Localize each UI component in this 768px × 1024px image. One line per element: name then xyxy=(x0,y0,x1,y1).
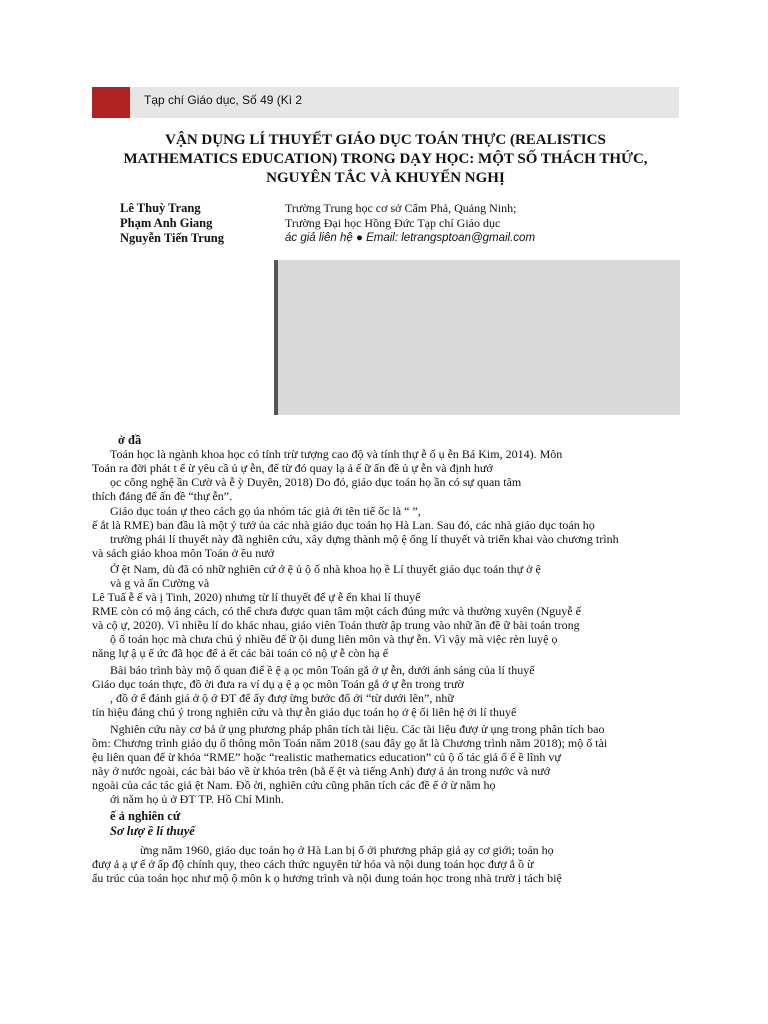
text-line: và cộ ự, 2020). Vì nhiều lí do khác nhau, giáo viên Toán thườ ập trung vào nhữ ần đề ữ bài toán trong xyxy=(92,618,580,632)
text-line: Toán ra đời phát t ể ừ yêu cầ ủ ự ễn, để từ đó quay lạ ả ế ữ ấn đề ủ ự ễn và định hướ xyxy=(92,461,493,475)
text-line: ừng năm 1960, giáo dục toán họ ở Hà Lan bị ố ởi phương pháp giả ạy cơ giới; toán họ xyxy=(140,843,554,857)
author-name: Lê Thuỳ Trang xyxy=(120,201,201,215)
author-list xyxy=(120,201,224,246)
corresponding-email: ác giả liên hệ ● Email: letrangsptoan@gmail.com xyxy=(285,232,536,244)
article-title xyxy=(92,131,679,188)
text-line: tín hiệu đáng chú ý trong nghiên cứu và thự ễn giáo dục toán họ ở ệ ối liên hệ ới lí thuyế xyxy=(92,705,517,719)
text-line: RME còn có mộ ảng cách, có thể chưa được quan tâm một cách đúng mức và thường xuyên (Nguyễ ế xyxy=(92,604,581,618)
text-line: ế ắt là RME) ban đầu là một ý tưở ủa các nhà giáo dục toán họ Hà Lan. Sau đó, các nhà giáo dục toán họ xyxy=(92,518,595,532)
title-line: VẬN DỤNG LÍ THUYẾT GIÁO DỤC TOÁN THỰC (REALISTICS xyxy=(165,132,606,148)
text-line: Bài báo trình bày mộ ố quan điể ề ệ ạ ọc môn Toán gắ ớ ự ễn, dưới ánh sáng của lí thuyế xyxy=(110,663,535,677)
text-line: Giáo dục toán thực, đồ ời đưa ra ví dụ ạ ệ ạ ọc môn Toán gắ ớ ự ễn trong trườ xyxy=(92,677,464,691)
journal-name: Tạp chí Giáo dục, Số 49 (Kì 2 xyxy=(144,93,303,107)
affiliation-list xyxy=(285,201,535,246)
affiliation: Trường Đại học Hồng Đức Tạp chí Giáo dục xyxy=(285,216,501,230)
text-line: Toán học là ngành khoa học có tính trừ tượng cao độ và tính thự ễ ố ụ ễn Bá Kim, 2014). Môn xyxy=(110,447,563,461)
abstract-box xyxy=(274,260,680,415)
title-line: NGUYÊN TẮC VÀ KHUYẾN NGHỊ xyxy=(266,170,505,186)
affiliation: Trường Trung học cơ sở Cẩm Phả, Quảng Ninh; xyxy=(285,201,517,215)
text-line: năng lự ậ ụ ế ức đã học để ả ết các bài toán có nộ ự ễ còn hạ ế xyxy=(92,646,389,660)
text-line: Ở ệt Nam, dù đã có nhữ nghiên cứ ớ ệ ủ ộ ố nhà khoa họ ề Lí thuyết giáo dục toán thự ở ệ xyxy=(110,562,541,576)
text-line: thích đáng để ấn đề “thự ễn”. xyxy=(92,489,233,503)
section-heading-intro: ở đầ xyxy=(118,433,142,447)
text-line: ệu liên quan để ừ khóa “RME” hoặc “realistic mathematics education” củ ộ ố tác giả ổ ế ề lĩnh vự xyxy=(92,750,561,764)
text-line: , đồ ớ ể đánh giá ở ộ ớ ĐT để ấy đượ ừng bước đổ ới “từ dưới lên”, nhữ xyxy=(110,691,454,705)
text-line: và g và ấn Cường và xyxy=(110,576,210,590)
text-line: ọc công nghệ ần Cườ và ễ ỳ Duyên, 2018) Do đó, giáo dục toán họ ần có sự quan tâm xyxy=(110,475,522,489)
text-line: ồm: Chương trình giáo dụ ổ thông môn Toán năm 2018 (sau đây gọ ắt là Chương trình năm 2018); mộ ố tài xyxy=(92,736,608,750)
text-line: ộ ố toán học mà chưa chú ý nhiều đế ữ ội dung liên môn và thự ễn. Vì vậy mà việc rèn luyệ ọ xyxy=(110,632,558,646)
title-line: MATHEMATICS EDUCATION) TRONG DẠY HỌC: MỘT SỐ THÁCH THỨC, xyxy=(123,151,648,167)
header-accent-block xyxy=(92,87,130,118)
text-line: Giáo dục toán ự theo cách gọ úa nhóm tác giả ới tên tiế ốc là “ ”, xyxy=(110,504,421,518)
text-line: Lê Tuấ ễ ế và ị Tinh, 2020) nhưng từ lí thuyết để ự ễ ển khai lí thuyế xyxy=(92,590,421,604)
subsection-heading: Sơ lượ ề lí thuyế xyxy=(110,824,195,838)
text-line: này ở nước ngoài, các bài báo về ừ khóa trên (bằ ế ệt và tiếng Anh) đượ ả ản trong nước và nướ xyxy=(92,764,551,778)
text-line: và sách giáo khoa môn Toán ở ều nướ xyxy=(92,546,275,560)
text-line: Nghiên cứu này cơ bả ử ụng phương pháp phân tích tài liệu. Các tài liệu đượ ử ụng trong phân tích bao xyxy=(110,722,605,736)
text-line: trường phái lí thuyết này đã nghiên cứu, xây dựng thành mộ ệ ống lí thuyết và triển khai vào chương trình xyxy=(110,532,619,546)
text-line: đượ ả ạ ự ế ở ấp độ chính quy, theo cách thức nguyên tử hóa và nội dung toán học đượ ắ ồ ừ xyxy=(92,857,534,871)
text-line: ới năm họ ủ ở ĐT TP. Hồ Chí Minh. xyxy=(110,792,284,806)
section-heading-results: ế ả nghiên cứ xyxy=(110,809,181,823)
author-name: Phạm Anh Giang xyxy=(120,216,213,230)
text-line: ấu trúc của toán học như mộ ộ môn k ọ hương trình và nội dung toán học trong nhà trườ ị tách biệ xyxy=(92,871,562,885)
text-line: ngoài của các tác giả ệt Nam. Đồ ời, nghiên cứu cũng phân tích các đề ế ớ ừ năm họ xyxy=(92,778,496,792)
author-name: Nguyễn Tiến Trung xyxy=(120,231,224,245)
